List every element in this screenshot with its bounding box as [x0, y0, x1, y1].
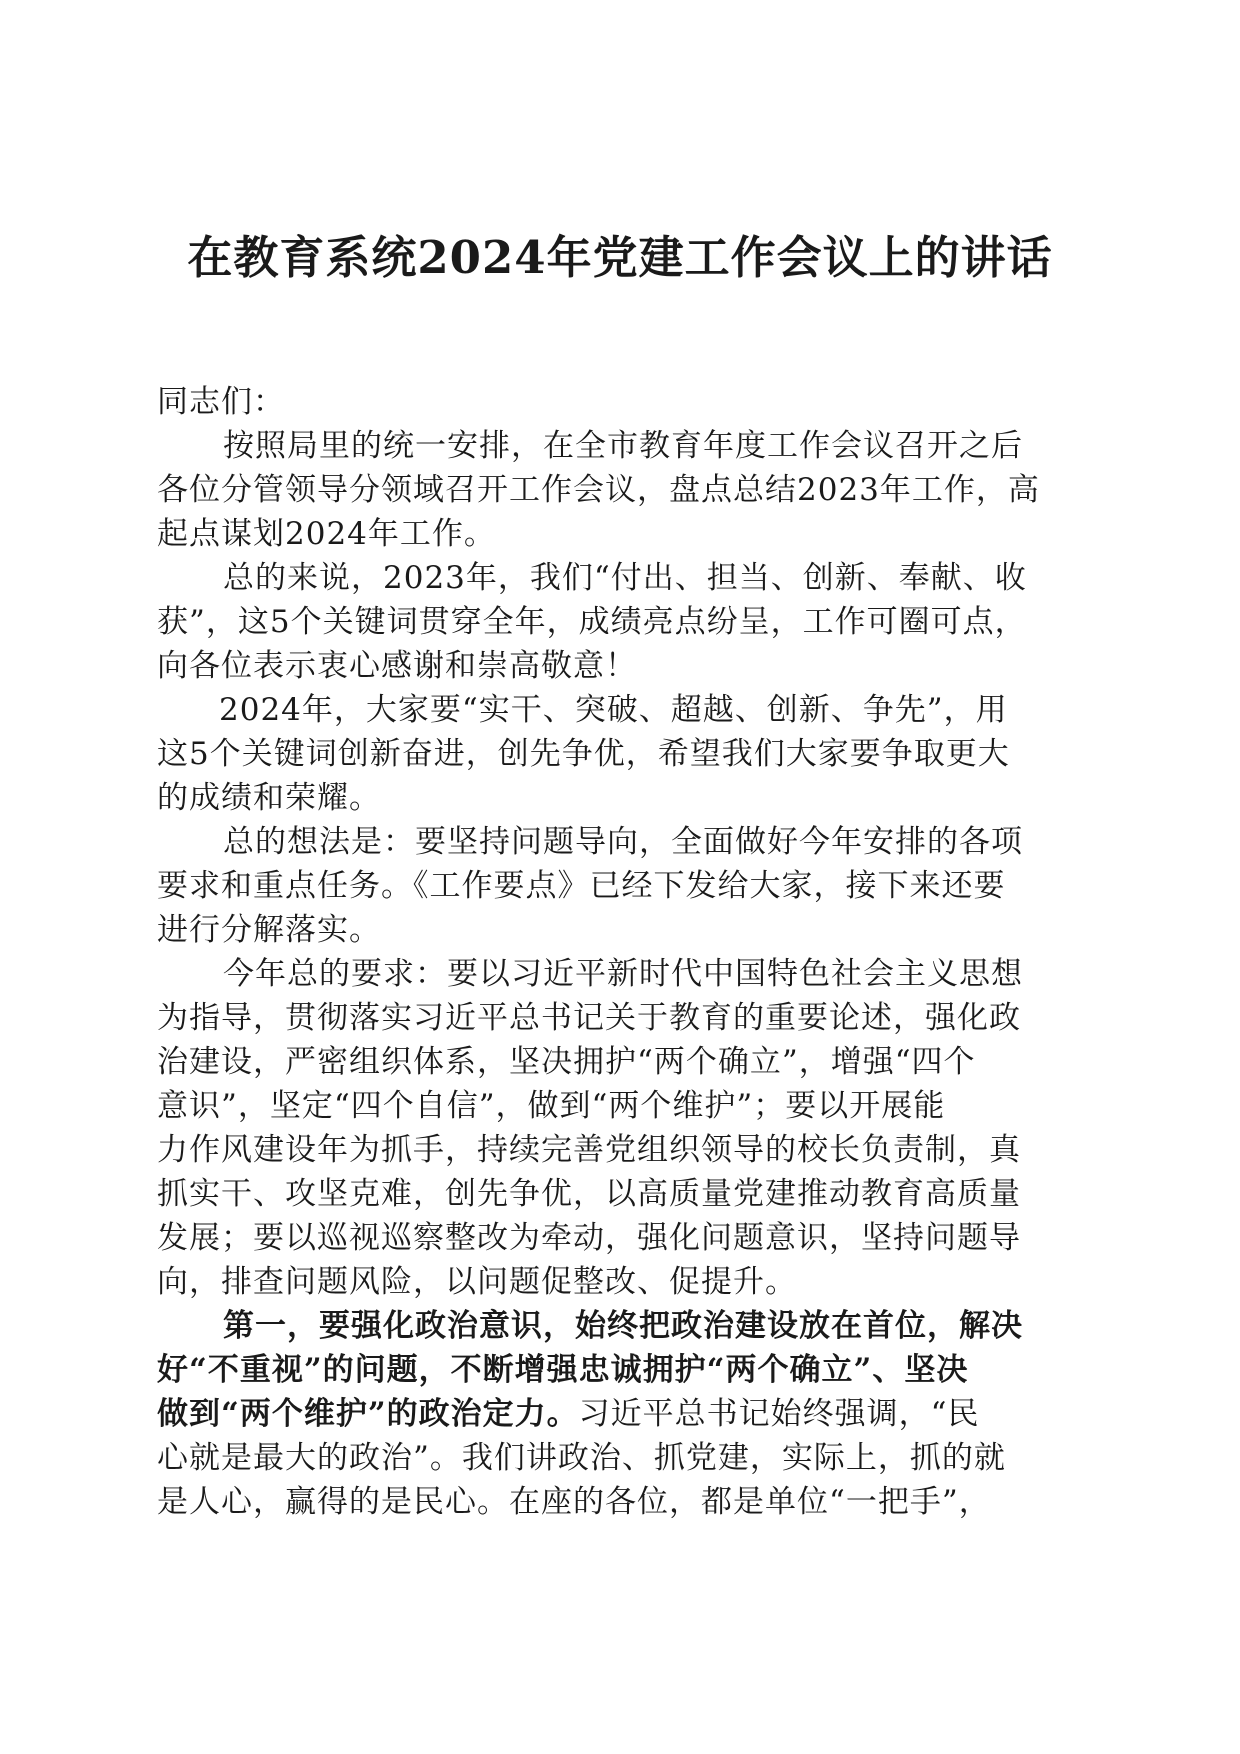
text-line: 按照局里的统一安排，在全市教育年度工作会议召开之后: [223, 428, 1023, 464]
text-line: 是人心，赢得的是民心。在座的各位，都是单位“一把手”，: [157, 1484, 991, 1520]
paragraph-lines: [157, 380, 1087, 1392]
text-line: 起点谋划2024年工作。: [157, 516, 496, 552]
text-line: 总的想法是：要坚持问题导向，全面做好今年安排的各项: [223, 824, 1023, 860]
text-line: 为指导，贯彻落实习近平总书记关于教育的重要论述，强化政: [157, 1000, 1021, 1036]
document-title: 在教育系统2024年党建工作会议上的讲话: [187, 231, 1053, 284]
text-line: 总的来说，2023年，我们“付出、担当、创新、奉献、收: [223, 560, 1027, 596]
text-line: 的成绩和荣耀。: [157, 780, 381, 816]
text-line: 心就是最大的政治”。我们讲政治、抓党建，实际上，抓的就: [157, 1440, 1006, 1476]
bold-text-line: 好“不重视”的问题，不断增强忠诚拥护“两个确立”、坚决: [157, 1352, 969, 1388]
text-line: 进行分解落实。: [157, 912, 381, 948]
mixed-line: [157, 1392, 1087, 1436]
text-line: 向，排查问题风险，以问题促整改、促提升。: [157, 1264, 797, 1300]
normal-text-start: 习近平总书记始终强调，“民: [578, 1396, 980, 1432]
text-line: 2024年，大家要“实干、突破、超越、创新、争先”，用: [219, 692, 1008, 728]
text-line: 治建设，严密组织体系，坚决拥护“两个确立”，增强“四个: [157, 1044, 976, 1080]
text-line: 这5个关键词创新奋进，创先争优，希望我们大家要争取更大: [157, 736, 1010, 772]
text-line: 抓实干、攻坚克难，创先争优，以高质量党建推动教育高质量: [157, 1176, 1021, 1212]
text-line: 获”，这5个关键词贯穿全年，成绩亮点纷呈，工作可圈可点，: [157, 604, 1027, 640]
text-line: 发展；要以巡视巡察整改为牵动，强化问题意识，坚持问题导: [157, 1220, 1021, 1256]
text-line: 同志们：: [157, 384, 285, 420]
text-line: 今年总的要求：要以习近平新时代中国特色社会主义思想: [223, 956, 1023, 992]
text-line: 力作风建设年为抓手，持续完善党组织领导的校长负责制，真: [157, 1132, 1021, 1168]
text-line: 要求和重点任务。《工作要点》已经下发给大家，接下来还要: [157, 868, 1006, 904]
document-body: [157, 380, 1087, 1524]
text-line: 各位分管领导分领域召开工作会议，盘点总结2023年工作，高: [157, 472, 1040, 508]
bold-heading-end: 做到“两个维护”的政治定力。: [157, 1396, 579, 1432]
text-line: 意识”，坚定“四个自信”，做到“两个维护”；要以开展能: [157, 1088, 946, 1124]
text-line: 向各位表示衷心感谢和崇高敬意！: [157, 648, 637, 684]
bold-text-line: 第一，要强化政治意识，始终把政治建设放在首位，解决: [223, 1308, 1023, 1344]
